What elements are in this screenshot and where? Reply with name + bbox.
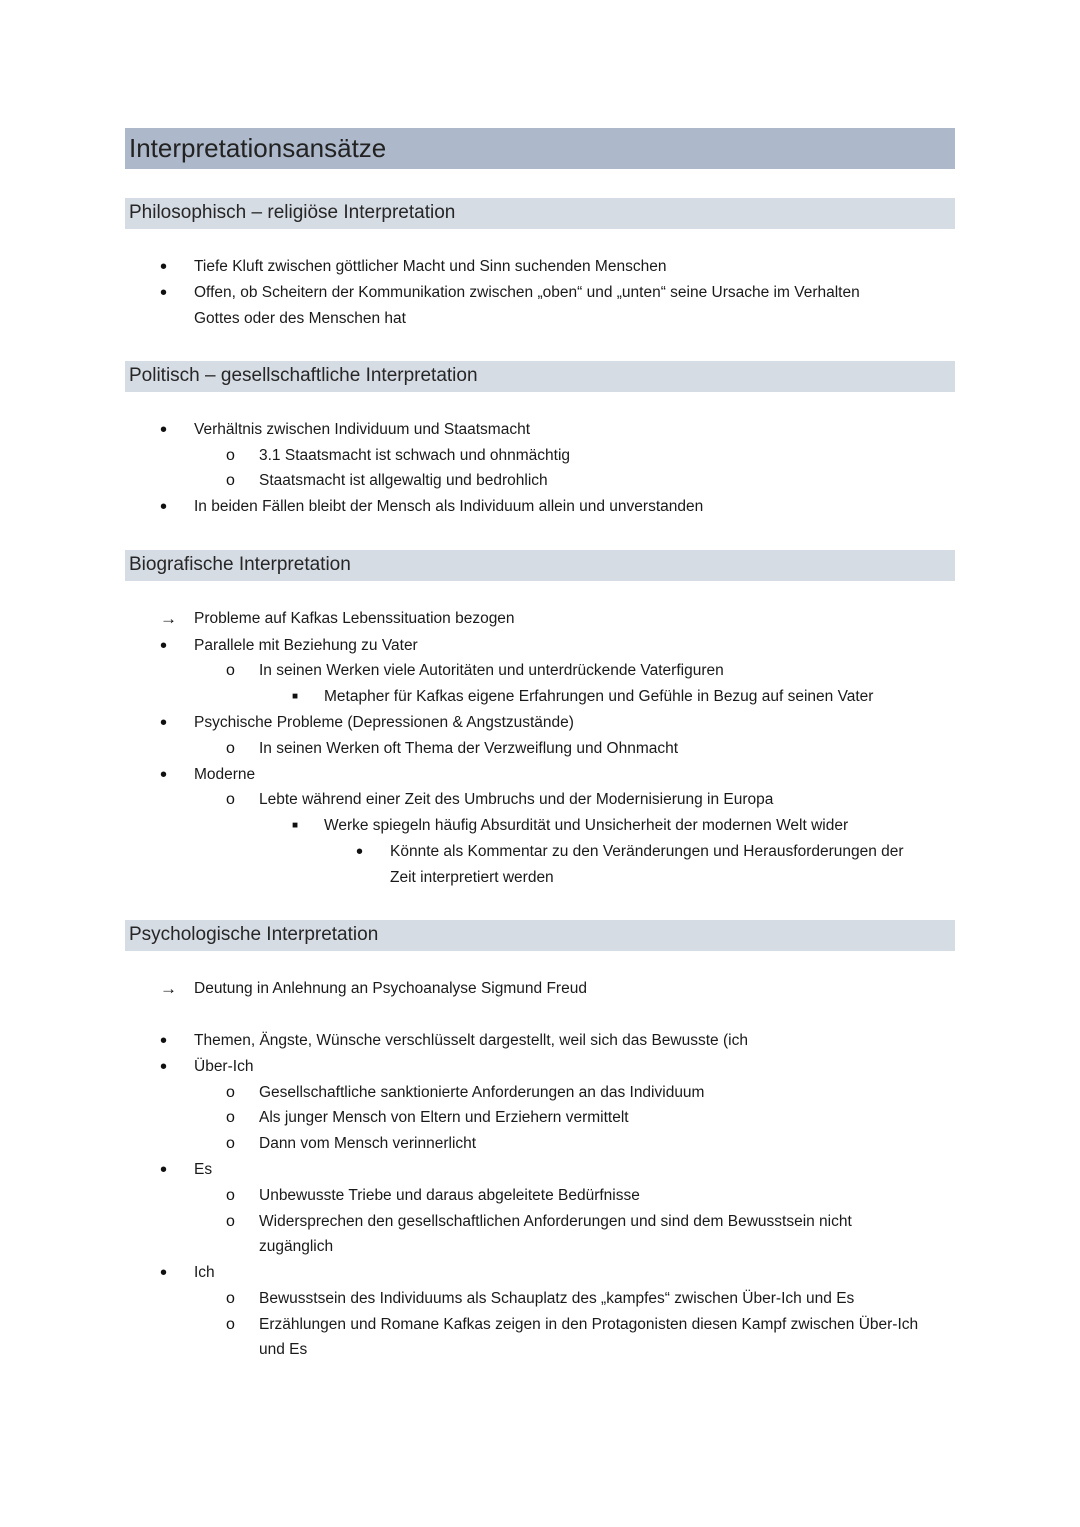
list-item: In seinen Werken oft Thema der Verzweiflung und Ohnmacht <box>259 740 679 757</box>
list-item: Themen, Ängste, Wünsche verschlüsselt dargestellt, weil sich das Bewusste (ich <box>194 1032 748 1049</box>
bullet-circle-icon: o <box>226 1135 235 1152</box>
bullet-disc-icon: • <box>160 1262 168 1284</box>
bullet-disc-icon: • <box>356 841 364 863</box>
list-item: Offen, ob Scheitern der Kommunikation zwischen „oben“ und „unten“ seine Ursache im Verhalten <box>194 284 860 301</box>
list-item: Als junger Mensch von Eltern und Erziehern vermittelt <box>259 1109 629 1126</box>
bullet-square-icon: ■ <box>292 820 299 831</box>
section-heading-philosophisch: Philosophisch – religiöse Interpretation <box>125 198 955 229</box>
list-item: Erzählungen und Romane Kafkas zeigen in den Protagonisten diesen Kampf zwischen Über-Ich <box>259 1316 919 1333</box>
section-heading-psychologisch: Psychologische Interpretation <box>125 920 955 951</box>
list-item-continuation: Gottes oder des Menschen hat <box>194 310 406 327</box>
bullet-circle-icon: o <box>226 447 235 464</box>
bullet-square-icon: ■ <box>292 691 299 702</box>
list-item: Ich <box>194 1264 215 1281</box>
bullet-disc-icon: • <box>160 282 168 304</box>
bullet-disc-icon: • <box>160 256 168 278</box>
list-item: Unbewusste Triebe und daraus abgeleitete Bedürfnisse <box>259 1187 640 1204</box>
list-item: Moderne <box>194 766 256 783</box>
list-item: In seinen Werken viele Autoritäten und unterdrückende Vaterfiguren <box>259 662 724 679</box>
bullet-disc-icon: • <box>160 712 168 734</box>
list-item: In beiden Fällen bleibt der Mensch als Individuum allein und unverstanden <box>194 498 704 515</box>
arrow-right-icon: → <box>160 609 177 628</box>
list-item: Könnte als Kommentar zu den Veränderungen und Herausforderungen der <box>390 843 904 860</box>
bullet-circle-icon: o <box>226 1290 235 1307</box>
bullet-circle-icon: o <box>226 1109 235 1126</box>
list-item: Staatsmacht ist allgewaltig und bedrohlich <box>259 472 548 489</box>
list-item-continuation: zugänglich <box>259 1238 334 1255</box>
bullet-circle-icon: o <box>226 1084 235 1101</box>
list-item: Über-Ich <box>194 1058 254 1075</box>
bullet-disc-icon: • <box>160 1159 168 1181</box>
list-item-continuation: Zeit interpretiert werden <box>390 869 554 886</box>
bullet-circle-icon: o <box>226 740 235 757</box>
list-item: 3.1 Staatsmacht ist schwach und ohnmächtig <box>259 447 571 464</box>
bullet-disc-icon: • <box>160 635 168 657</box>
bullet-disc-icon: • <box>160 764 168 786</box>
list-item: Probleme auf Kafkas Lebenssituation bezogen <box>194 610 515 627</box>
list-item: Metapher für Kafkas eigene Erfahrungen und Gefühle in Bezug auf seinen Vater <box>324 688 874 705</box>
list-item: Dann vom Mensch verinnerlicht <box>259 1135 477 1152</box>
list-item: Psychische Probleme (Depressionen & Angstzustände) <box>194 714 574 731</box>
bullet-circle-icon: o <box>226 1187 235 1204</box>
section-heading-politisch: Politisch – gesellschaftliche Interpretation <box>125 361 955 392</box>
bullet-circle-icon: o <box>226 791 235 808</box>
section-heading-biografisch: Biografische Interpretation <box>125 550 955 581</box>
page-title: Interpretationsansätze <box>125 128 955 169</box>
bullet-circle-icon: o <box>226 1316 235 1333</box>
list-item: Parallele mit Beziehung zu Vater <box>194 637 418 654</box>
list-item: Tiefe Kluft zwischen göttlicher Macht und Sinn suchenden Menschen <box>194 258 667 275</box>
list-item: Lebte während einer Zeit des Umbruchs und der Modernisierung in Europa <box>259 791 774 808</box>
list-item: Verhältnis zwischen Individuum und Staatsmacht <box>194 421 531 438</box>
bullet-circle-icon: o <box>226 472 235 489</box>
list-item: Werke spiegeln häufig Absurdität und Unsicherheit der modernen Welt wider <box>324 817 849 834</box>
bullet-disc-icon: • <box>160 1030 168 1052</box>
bullet-disc-icon: • <box>160 496 168 518</box>
bullet-circle-icon: o <box>226 662 235 679</box>
bullet-disc-icon: • <box>160 1056 168 1078</box>
list-item: Deutung in Anlehnung an Psychoanalyse Sigmund Freud <box>194 980 587 997</box>
list-item: Es <box>194 1161 213 1178</box>
bullet-circle-icon: o <box>226 1213 235 1230</box>
bullet-disc-icon: • <box>160 419 168 441</box>
list-item-continuation: und Es <box>259 1341 308 1358</box>
list-item: Bewusstsein des Individuums als Schauplatz des „kampfes“ zwischen Über-Ich und Es <box>259 1290 855 1307</box>
arrow-right-icon: → <box>160 979 177 998</box>
list-item: Widersprechen den gesellschaftlichen Anforderungen und sind dem Bewusstsein nicht <box>259 1213 852 1230</box>
list-item: Gesellschaftliche sanktionierte Anforderungen an das Individuum <box>259 1084 705 1101</box>
